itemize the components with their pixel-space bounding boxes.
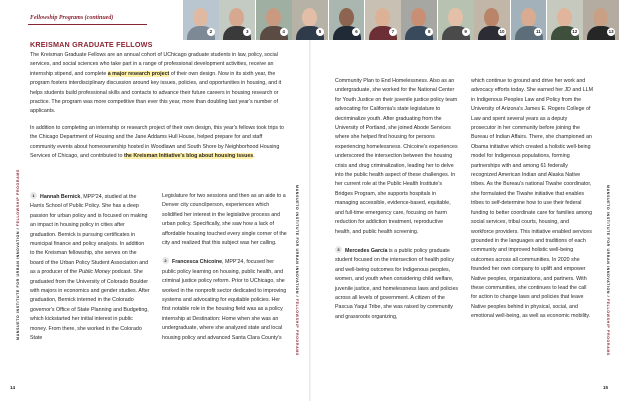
bio-number: 1: [30, 192, 37, 199]
bio-name: Hannah Bernick: [40, 194, 81, 200]
photo-number: 7: [389, 28, 397, 36]
fellow-photo: [219, 0, 255, 40]
fellow-photo: [365, 0, 401, 40]
intro-paragraph: [30, 51, 288, 117]
running-head: Fellowship Programs (continued): [30, 15, 114, 21]
photo-number: 4: [280, 28, 288, 36]
bio-column-1: [30, 192, 150, 344]
bio-chicoine-continued: Community Plan to End Homelessness. Also as an undergraduate, she worked for the National Center for Youth Justice on their juvenile justice policy team advocating for California's state legislature to decriminalize youth. After graduating from the University of Portland, she joined Abode Services where she helped find housing for persons experiencing homelessness. Chicoine's experiences underscored the intersection between the housing crisis and drug criminalization, leading her to delve into the public health aspect of these challenges. In her current role at the Public Health Institute's Bridges Program, she supports hospitals in managing accessible, evidence-based, equitable, and full-time emergency care, focusing on harm reduction for addiction treatment, reproductive health, and public health screening.: [335, 78, 458, 235]
bio-column-2: [162, 192, 287, 343]
bio-text: podcast. She graduated from the University of Colorado Boulder with majors in economics and gender studies. After graduation, Bernick interned in the Colorado governor's Office of State Planning and Budgeting, which kickstarted her initial interest in public money. From there, she worked in the Colorado State: [30, 269, 150, 342]
text-span: The Kreisman Graduate Fellows are an annual cohort of UChicago graduate students in law, policy, social services, and social sciences who take part in a range of professional development activities, receive an internship stipend, and complete: [30, 52, 278, 77]
bio-text: is a public policy graduate student focused on the intersection of health policy and well-being outcomes for Indigenous peoples, women, and youth when considering child welfare, juvenile justice, and homelessness laws and policies across all levels of government. A citizen of the Pascua Yaqui Tribe, she was raised by community and grassroots organizing,: [335, 247, 459, 320]
activities-paragraph: [30, 124, 288, 162]
page-number-right: 15: [603, 385, 609, 390]
photo-number: 9: [462, 28, 470, 36]
fellow-photo: [183, 0, 219, 40]
bio-bernick: [30, 192, 150, 344]
fellow-photo: [547, 0, 583, 40]
header-rule: [28, 24, 147, 25]
podcast-title: Public Money: [78, 269, 111, 276]
fellow-photo: [583, 0, 619, 40]
text-span: In addition to completing an internship or research project of their own design, this year's fellows took trips to the Chicago Department of Housing and the Jane Addams Hull House, helped prepare for and staff community events about homeownership hosted in Woodlawn and South Shore by Neighborhood Housing Services of Chicago, and contributed to: [30, 124, 284, 160]
photo-number: 12: [572, 29, 578, 34]
side-section-label: FELLOWSHIP PROGRAMS: [606, 298, 610, 356]
page-gutter: [309, 0, 311, 401]
photo-number: 5: [316, 28, 324, 36]
side-org-label: MANSUETO INSTITUTE FOR URBAN INNOVATION: [295, 185, 299, 295]
fellow-photo: [474, 0, 510, 40]
bio-number: 2: [162, 257, 169, 264]
bio-garcia: [335, 246, 460, 322]
fellow-photo: [292, 0, 328, 40]
fellow-photo: [256, 0, 292, 40]
kreisman-intro: [30, 40, 288, 161]
fellow-photo: [329, 0, 365, 40]
text-span: .: [253, 153, 255, 160]
research-project-link[interactable]: a major research project: [107, 70, 170, 77]
photo-number: 6: [352, 28, 360, 36]
side-org-label: MANSUETO INSTITUTE FOR URBAN INNOVATION: [606, 185, 610, 295]
side-label-left: MANSUETO INSTITUTE FOR URBAN INNOVATION / FELLOWSHIP PROGRAMS: [16, 169, 20, 340]
fellow-photo: [438, 0, 474, 40]
bio-bernick-continued: Legislature for two sessions and then as an aide to a Denver city councilperson, experiences which solidified her interest in the legislative process and urban policy. Specifically, she saw how a lack of affordable housing touched every single corner of the city and realized that this subject was her calling.: [162, 193, 287, 247]
bio-text: , MPP'24, studied at the Harris School of Public Policy. She has a deep passion for urban policy and is focused on making an impact in housing policy in cities after graduation. Bernick is pursuing certificates in municipal finance and policy analysis. In addition to the Kreisman fellowship, she serves on the board of the Urban Policy Student Association and as a producer of the: [30, 194, 149, 276]
fellow-photo: [401, 0, 437, 40]
bio-name: Mercedes García: [345, 247, 388, 254]
bio-column-4: [471, 77, 593, 322]
bio-name: Francesca Chicoine: [172, 259, 223, 266]
photo-number: 2: [207, 28, 215, 36]
side-section-label: FELLOWSHIP PROGRAMS: [295, 298, 299, 356]
photo-number: 13: [608, 29, 614, 34]
bio-number: 3: [335, 246, 342, 253]
photo-number: 11: [536, 29, 541, 34]
page-number-left: 14: [10, 385, 16, 390]
photo-number: 3: [243, 28, 251, 36]
side-section-label: FELLOWSHIP PROGRAMS: [16, 169, 20, 227]
bio-column-3: [335, 77, 460, 322]
bio-garcia-continued: which continue to ground and drive her work and advocacy efforts today. She earned her JD and LLM in Indigenous Peoples Law and Policy from the University of Arizona's James E. Rogers College of Law and spent several years as a deputy prosecutor in her community before joining the Bureau of Indian Affairs. There, she championed an Obama initiative which created a holistic well-being model for Indigenous populations, forming partnerships with and among 61 federally recognized American Indian and Alaska Native tribes. As the Bureau's national Tiwahe coordinator, she formulated the Tiwahe initiative that enables tribes to self-determine how to use their federal funding to better coordinate care for families among social services, tribal courts, housing, and workforce providers. This initiative enabled services grounded in the languages and traditions of each community and improved holistic well-being outcomes across all communities. In 2020 she founded her own company to uplift and empower Native peoples, organizations, and partners. With these communities, she continues to lead the call for action to change laws and policies that leave Native peoples behind in physical, social, and emotional well-being, as well as economic mobility.: [471, 78, 593, 320]
text-span: of their own design. Now in its sixth year, the program fosters interdisciplinary discussion around key issues, policies, and opportunities in housing, and it helps students build professional skills and contacts to advance their future careers in housing research or practice. The program was more competitive than ever this year, more than doubling last year's number of applicants.: [30, 70, 282, 115]
side-org-label: MANSUETO INSTITUTE FOR URBAN INNOVATION: [16, 230, 20, 340]
fellow-photo-strip: [183, 0, 620, 40]
fellow-photo: [511, 0, 547, 40]
bio-chicoine: [162, 257, 287, 343]
photo-number: 10: [499, 29, 505, 34]
bio-text: , MPP'24, focused her public policy learning on housing, public health, and criminal justice policy reform. Prior to UChicago, she worked in the nonprofit sector dedicated to improving systems and advocating for equitable policies. Her first notable role in the housing field was as a policy internship at Destination: Home when she was an undergraduate, where she analyzed state and local housing policy and advanced Santa Clara County's: [162, 259, 287, 341]
blog-link[interactable]: the Kreisman Initiative's blog about housing issues: [123, 153, 254, 160]
side-label-gutter: MANSUETO INSTITUTE FOR URBAN INNOVATION / FELLOWSHIP PROGRAMS: [295, 185, 299, 356]
side-label-right: MANSUETO INSTITUTE FOR URBAN INNOVATION / FELLOWSHIP PROGRAMS: [606, 185, 610, 356]
photo-number: 8: [425, 28, 433, 36]
section-heading: KREISMAN GRADUATE FELLOWS: [30, 40, 153, 49]
